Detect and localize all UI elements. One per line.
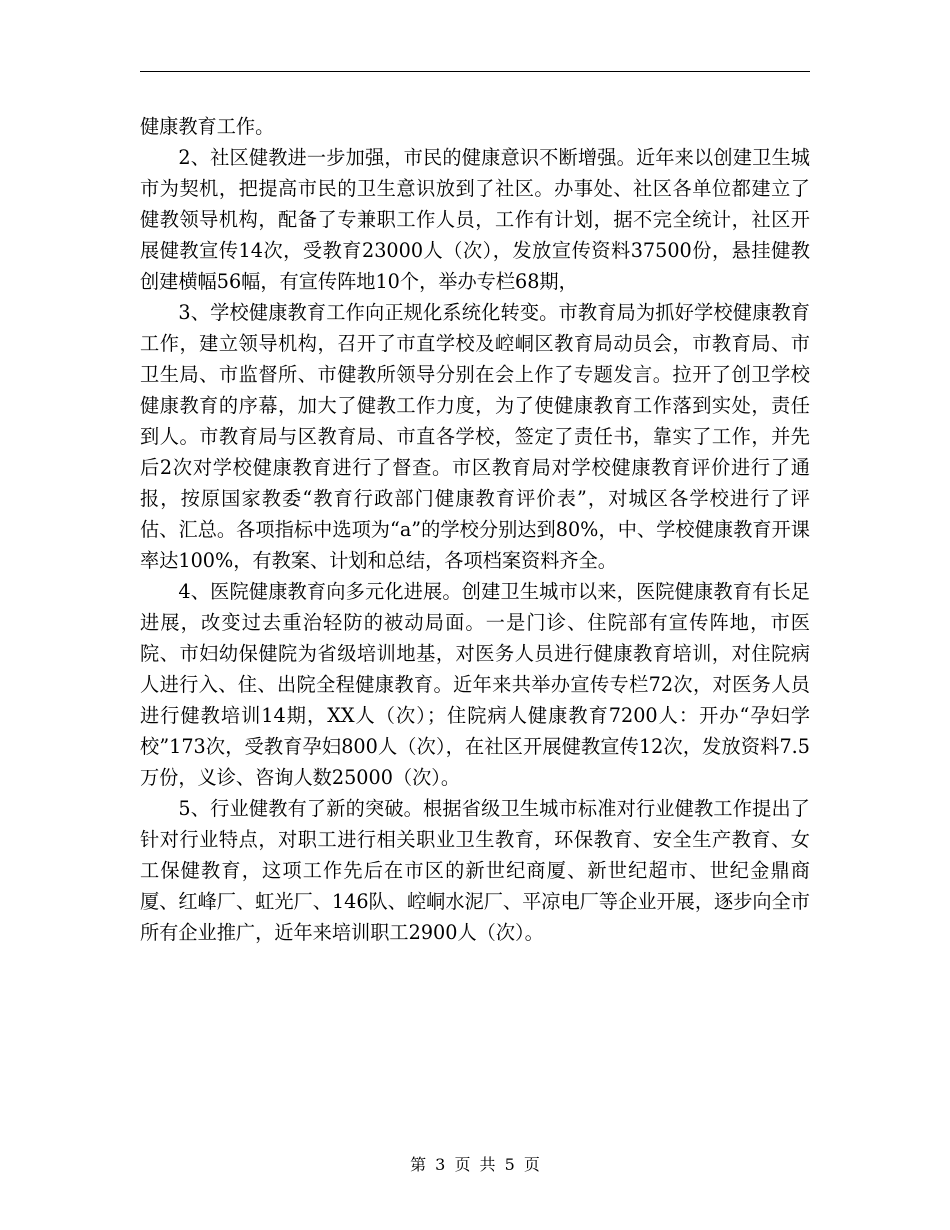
header-rule: [140, 71, 810, 72]
document-body: [140, 111, 810, 948]
paragraph-hospital-health-education: 4、医院健康教育向多元化进展。创建卫生城市以来，医院健康教育有长足进展，改变过去重治轻防的被动局面。一是门诊、住院部有宣传阵地，市医院、市妇幼保健院为省级培训地基，对医务人员进行健康教育培训，对住院病人进行入、住、出院全程健康教育。近年来共举办宣传专栏72次，对医务人员进行健教培训14期，XX人（次）；住院病人健康教育7200人：开办“孕妇学校”173次，受教育孕妇800人（次），在社区开展健教宣传12次，发放资料7.5万份，义诊、咨询人数25000（次）。: [140, 580, 810, 789]
paragraph-industry-health-education: 5、行业健教有了新的突破。根据省级卫生城市标准对行业健教工作提出了针对行业特点，对职工进行相关职业卫生教育，环保教育、安全生产教育、女工保健教育，这项工作先后在市区的新世纪商厦、新世纪超市、世纪金鼎商厦、红峰厂、虹光厂、146队、崆峒水泥厂、平凉电厂等企业开展，逐步向全市所有企业推广，近年来培训职工2900人（次）。: [140, 797, 810, 944]
paragraph-continuation: 健康教育工作。: [140, 115, 275, 138]
paragraph-community-health-education: 2、社区健教进一步加强，市民的健康意识不断增强。近年来以创建卫生城市为契机，把提高市民的卫生意识放到了社区。办事处、社区各单位都建立了健教领导机构，配备了专兼职工作人员，工作有计划，据不完全统计，社区开展健教宣传14次，受教育23000人（次），发放宣传资料37500份，悬挂健教创建横幅56幅，有宣传阵地10个，举办专栏68期，: [140, 146, 810, 293]
paragraph-school-health-education: 3、学校健康教育工作向正规化系统化转变。市教育局为抓好学校健康教育工作，建立领导机构，召开了市直学校及崆峒区教育局动员会，市教育局、市卫生局、市监督所、市健教所领导分别在会上作了专题发言。拉开了创卫学校健康教育的序幕，加大了健教工作力度，为了使健康教育工作落到实处，责任到人。市教育局与区教育局、市直各学校，签定了责任书，靠实了工作，并先后2次对学校健康教育进行了督查。市区教育局对学校健康教育评价进行了通报，按原国家教委“教育行政部门健康教育评价表”，对城区各学校进行了评估、汇总。各项指标中选项为“a”的学校分别达到80%，中、学校健康教育开课率达100%，有教案、计划和总结，各项档案资料齐全。: [140, 301, 810, 572]
page-number-footer: 第 3 页 共 5 页: [410, 1155, 540, 1174]
